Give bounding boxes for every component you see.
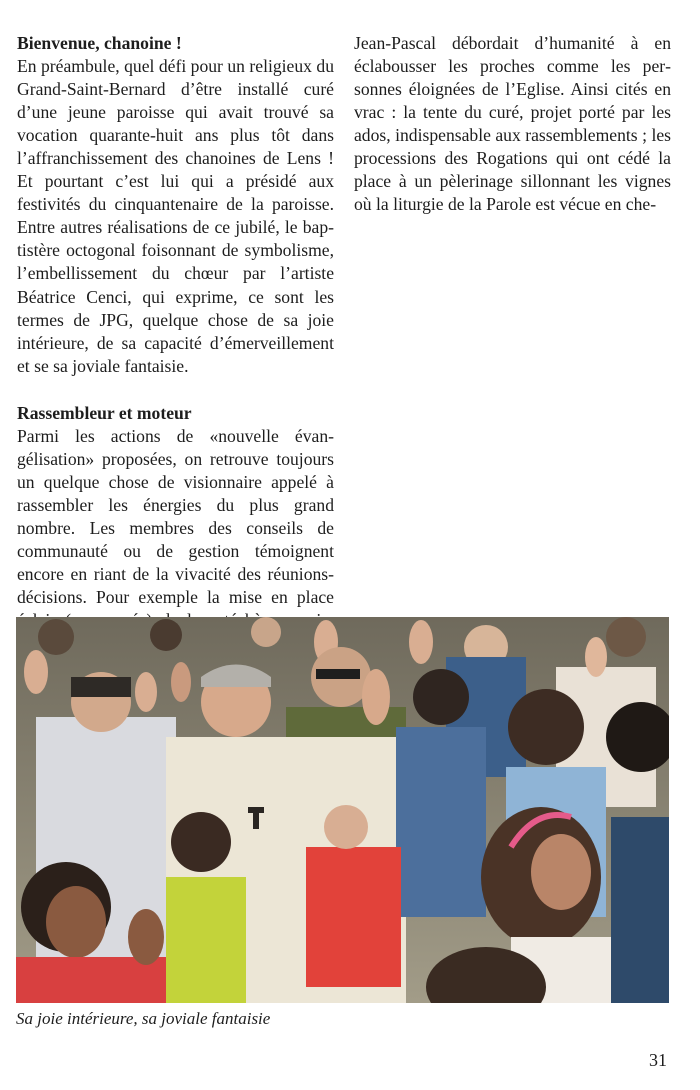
- paragraph-bienvenue: En préambule, quel défi pour un religieux du Grand-Saint-Bernard d’être installé curé d’une jeune paroisse qui avait trouvé sa vocation quarante-huit ans plus tôt dans l’affranchissement des chanoines de Lens ! Et pourtant c’est lui qui a présidé aux festivités du cinquantenaire de la paroisse. Entre autres réalisations de ce jubilé, le baptistère octogonal foisonnant de symbolisme, l’embellissement du chœur par l’artiste Béatrice Cenci, qui exprime, ce sont les termes de JPG, quelque chose de sa joie intérieure, de sa capacité d’émerveillement et se sa joviale fantaisie.: [17, 56, 334, 376]
- paragraph-rassembleur-2: Jean-Pascal débordait d’humanité à en éclabousser les proches comme les personnes éloignées de l’Eglise. Ainsi cités en vrac : la tente du curé, projet porté par les ados, indispensable aux rassemblements ; les processions des Rogations qui ont cédé la place à un pèlerinage sillonnant les vignes où la liturgie de la Parole est vécue en che-: [354, 33, 671, 215]
- page-number: 31: [649, 1050, 667, 1070]
- photo-celebration: [16, 617, 669, 1003]
- paragraph-rassembleur-1: Parmi les actions de «nouvelle évangélisation» proposées, on retrouve toujours un quelque chose de visionnaire appelé à rassembler les énergies du plus grand nombre. Les membres des conseils de communauté ou de gestion témoignent encore en riant de la vivacité des réunions-décisions. Pour exemple la mise en place: [17, 425, 334, 608]
- photo-caption: Sa joie intérieure, sa joviale fantaisie: [16, 1009, 271, 1028]
- section-heading-bienvenue: Bienvenue, chanoine !: [17, 33, 182, 53]
- section-heading-rassembleur: Rassembleur et moteur: [17, 402, 192, 423]
- photo-illustration: [16, 617, 669, 1003]
- text-column-right: [354, 32, 671, 216]
